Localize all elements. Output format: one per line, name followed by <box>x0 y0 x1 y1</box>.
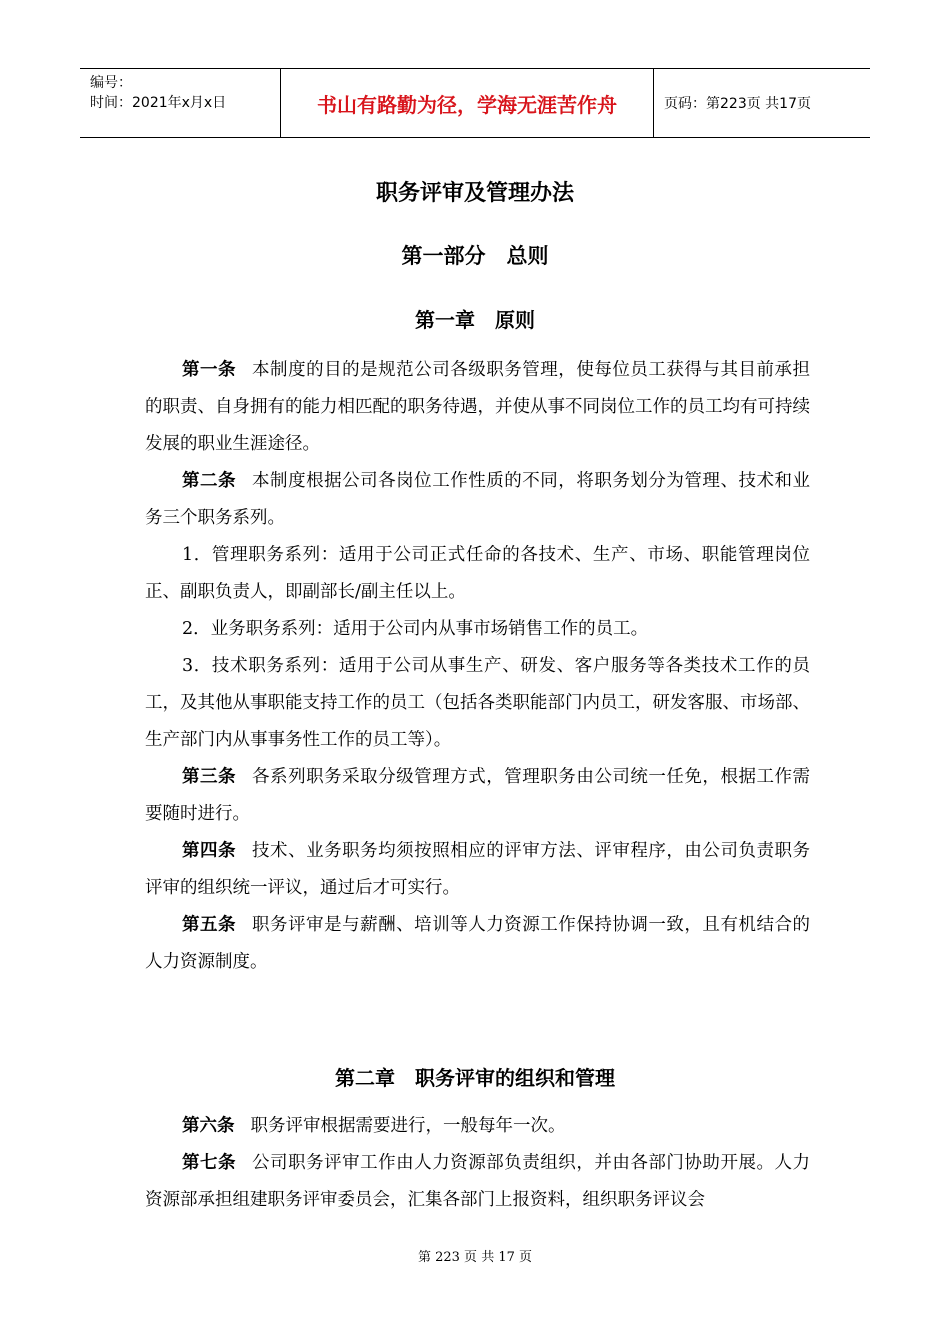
article-paragraph <box>145 611 810 648</box>
article-label: 第五条 <box>182 915 237 935</box>
article-label: 第七条 <box>182 1153 237 1173</box>
chapter1-title: 第一章 原则 <box>415 308 535 332</box>
page-header <box>80 68 870 138</box>
time-label: 时间：2021年x月x日 <box>90 95 227 111</box>
article-paragraph <box>145 537 810 611</box>
article-paragraph <box>145 352 810 463</box>
article-label: 第六条 <box>182 1116 235 1136</box>
article-text: 职务评审根据需要进行，一般每年一次。 <box>250 1116 566 1136</box>
article-label: 第三条 <box>182 767 237 787</box>
article-label: 第一条 <box>182 360 237 380</box>
header-page-info: 页码：第223页 共17页 <box>664 96 811 112</box>
part-title: 第一部分 总则 <box>401 243 549 268</box>
article-text: 职务评审是与薪酬、培训等人力资源工作保持协调一致，且有机结合的人力资源制度。 <box>145 915 810 972</box>
article-label: 第二条 <box>182 471 237 491</box>
article-paragraph <box>145 759 810 833</box>
article-paragraph <box>145 907 810 981</box>
article-paragraph <box>145 833 810 907</box>
number-label: 编号： <box>90 75 132 91</box>
chapter1-body <box>145 352 810 981</box>
article-text: 本制度根据公司各岗位工作性质的不同，将职务划分为管理、技术和业务三个职务系列。 <box>145 471 810 528</box>
article-paragraph <box>145 648 810 759</box>
doc-title: 职务评审及管理办法 <box>375 180 574 206</box>
article-text: 公司职务评审工作由人力资源部负责组织，并由各部门协助开展。人力资源部承担组建职务评审委员会，汇集各部门上报资料，组织职务评议会 <box>145 1153 810 1210</box>
article-text: 各系列职务采取分级管理方式，管理职务由公司统一任免，根据工作需要随时进行。 <box>145 767 810 824</box>
article-paragraph <box>145 1108 810 1145</box>
article-text: 2．业务职务系列：适用于公司内从事市场销售工作的员工。 <box>182 619 649 639</box>
article-paragraph <box>145 463 810 537</box>
article-text: 1．管理职务系列：适用于公司正式任命的各技术、生产、市场、职能管理岗位正、副职负责人，即副部长/副主任以上。 <box>145 545 810 602</box>
chapter2-body <box>145 1108 810 1219</box>
article-text: 技术、业务职务均须按照相应的评审方法、评审程序，由公司负责职务评审的组织统一评议，通过后才可实行。 <box>145 841 810 898</box>
page-footer: 第 223 页 共 17 页 <box>417 1250 533 1265</box>
article-paragraph <box>145 1145 810 1219</box>
article-text: 本制度的目的是规范公司各级职务管理，使每位员工获得与其目前承担的职责、自身拥有的能力相匹配的职务待遇，并使从事不同岗位工作的员工均有可持续发展的职业生涯途径。 <box>145 360 810 454</box>
header-meta <box>80 69 281 137</box>
article-label: 第四条 <box>182 841 237 861</box>
article-text: 3．技术职务系列：适用于公司从事生产、研发、客户服务等各类技术工作的员工，及其他从事职能支持工作的员工（包括各类职能部门内员工，研发客服、市场部、生产部门内从事事务性工作的员工等）。 <box>145 656 810 750</box>
header-motto: 书山有路勤为径，学海无涯苦作舟 <box>281 69 654 137</box>
chapter2-title: 第二章 职务评审的组织和管理 <box>335 1066 615 1090</box>
